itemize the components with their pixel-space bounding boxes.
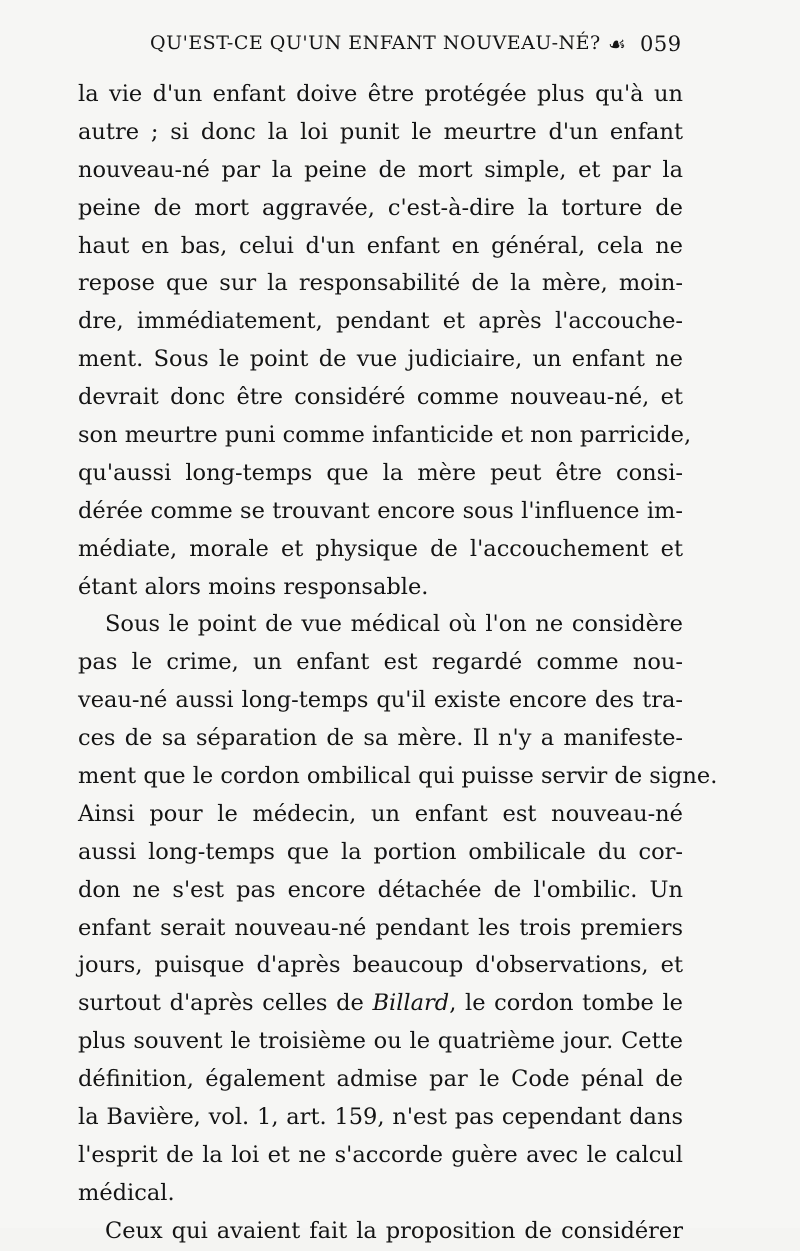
text-line: surtout d'après celles de Billard, le cordon tombe le [78,990,683,1017]
text-line: nouveau-né par la peine de mort simple, et par la [78,156,683,183]
text-line: dérée comme se trouvant encore sous l'influence im- [78,497,683,524]
text-line: jours, puisque d'après beaucoup d'observations, et [78,952,683,979]
text-line: la vie d'un enfant doive être protégée plus qu'à un [78,81,683,107]
paragraph-start-line: Sous le point de vue médical où l'on ne considère [105,611,683,638]
text-line: plus souvent le troisième ou le quatrième jour. Cette [78,1028,683,1055]
paragraph-end-line: médical. [78,1179,175,1206]
page-number: 059 [640,32,682,56]
text-line: aussi long-temps que la portion ombilicale du cor- [78,838,683,865]
text-line: devrait donc être considéré comme nouveau-né, et [78,384,683,411]
text-line: autre ; si donc la loi punit le meurtre d'un enfant [78,118,683,145]
text-line: ces de sa séparation de sa mère. Il n'y a manifeste- [78,725,683,752]
text-line: l'esprit de la loi et ne s'accorde guère avec le calcul [78,1141,683,1168]
text-line: ment. Sous le point de vue judiciaire, un enfant ne [78,346,683,373]
page-header [150,32,690,62]
text-line: veau-né aussi long-temps qu'il existe encore des tra- [78,687,683,714]
text-line: repose que sur la responsabilité de la mère, moin- [78,270,683,297]
text-line: don ne s'est pas encore détachée de l'ombilic. Un [78,876,683,903]
text-line: la Bavière, vol. 1, art. 159, n'est pas cependant dans [78,1104,683,1131]
text-line: dre, immédiatement, pendant et après l'accouche- [78,308,683,335]
body-text [78,76,718,1251]
text-line: peine de mort aggravée, c'est-à-dire la torture de [78,194,683,221]
text-line: Ainsi pour le médecin, un enfant est nouveau-né [78,800,683,827]
paragraph-end-line: étant alors moins responsable. [78,573,429,600]
author-name: Billard [372,990,450,1017]
text-line: médiate, morale et physique de l'accouchement et [78,535,683,562]
text-line: haut en bas, celui d'un enfant en général, cela ne [78,232,683,259]
running-title: QU'EST-CE QU'UN ENFANT NOUVEAU-NÉ? [150,32,601,54]
ornament-icon: ☙ [608,32,627,56]
text-line: enfant serait nouveau-né pendant les trois premiers [78,914,683,941]
text-line: son meurtre puni comme infanticide et non parricide, [78,422,692,449]
text-line: définition, également admise par le Code pénal de [78,1066,683,1093]
text-line: ment que le cordon ombilical qui puisse servir de signe. [78,763,718,790]
text-line: pas le crime, un enfant est regardé comme nou- [78,649,683,676]
paragraph-start-line: Ceux qui avaient fait la proposition de considérer [105,1217,683,1244]
text-line: qu'aussi long-temps que la mère peut être consi- [78,459,683,486]
